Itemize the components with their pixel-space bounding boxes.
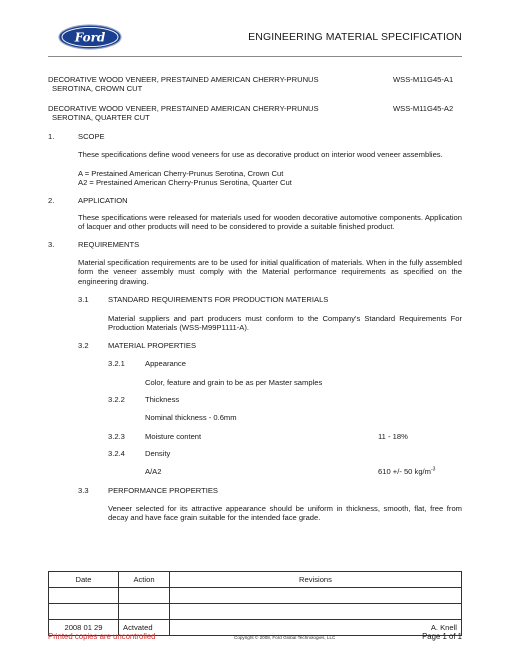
revision-date bbox=[49, 604, 119, 620]
section-number-requirements: 3. bbox=[48, 240, 55, 249]
header-divider bbox=[48, 56, 462, 57]
product-1-line1: DECORATIVE WOOD VENEER, PRESTAINED AMERICAN CHERRY-PRUNUS bbox=[48, 75, 319, 84]
density-value-text: 610 +/- 50 kg/m bbox=[378, 467, 431, 476]
subsection-number-3-1: 3.1 bbox=[78, 295, 89, 304]
revision-text bbox=[170, 620, 462, 636]
density-label: A/A2 bbox=[145, 467, 162, 476]
revision-text bbox=[170, 588, 462, 604]
density-unit-exponent: -3 bbox=[430, 466, 436, 473]
revision-author: A. Knell bbox=[430, 622, 457, 632]
section-heading-requirements: REQUIREMENTS bbox=[78, 240, 140, 249]
scope-definition-a2: A2 = Prestained American Cherry-Prunus Serotina, Quarter Cut bbox=[78, 178, 292, 187]
section-heading-scope: SCOPE bbox=[78, 132, 105, 141]
product-code-2: WSS-M11G45-A2 bbox=[393, 104, 454, 113]
item-number-3-2-2: 3.2.2 bbox=[108, 395, 125, 404]
subsection-number-3-3: 3.3 bbox=[78, 486, 89, 495]
table-row bbox=[49, 588, 462, 604]
subsection-heading-3-3: PERFORMANCE PROPERTIES bbox=[108, 486, 218, 495]
subsection-text-3-1: Material suppliers and part producers must conform to the Company's Standard Requirements For Production Materials (WSS-M99P1111-A). bbox=[108, 314, 462, 333]
page-number: Page 1 of 1 bbox=[422, 632, 462, 641]
section-number-scope: 1. bbox=[48, 132, 55, 141]
appearance-text: Color, feature and grain to be as per Master samples bbox=[145, 378, 323, 387]
revision-action bbox=[119, 604, 170, 620]
revisions-header-action: Action bbox=[119, 572, 170, 588]
requirements-text: Material specification requirements are to be used for initial qualification of materials. When in the fully assembled form the veneer assembly must comply with the Material performance requirements as specified on the engineering drawing. bbox=[78, 258, 462, 286]
product-code-1: WSS-M11G45-A1 bbox=[393, 75, 454, 84]
subsection-heading-3-1: STANDARD REQUIREMENTS FOR PRODUCTION MATERIALS bbox=[108, 295, 329, 304]
ford-logo-text: Ford bbox=[74, 30, 106, 45]
revision-date: 2008 01 29 bbox=[49, 620, 119, 636]
product-2-line2: SEROTINA, QUARTER CUT bbox=[52, 113, 150, 123]
item-number-3-2-4: 3.2.4 bbox=[108, 449, 125, 458]
revisions-header-row bbox=[49, 572, 462, 588]
subsection-heading-3-2: MATERIAL PROPERTIES bbox=[108, 341, 197, 350]
ford-logo bbox=[58, 24, 122, 50]
table-row bbox=[49, 604, 462, 620]
document-title: ENGINEERING MATERIAL SPECIFICATION bbox=[248, 31, 462, 43]
scope-definition-a: A = Prestained American Cherry-Prunus Serotina, Crown Cut bbox=[78, 169, 284, 178]
thickness-text: Nominal thickness - 0.6mm bbox=[145, 413, 237, 422]
item-heading-appearance: Appearance bbox=[145, 359, 186, 368]
product-2-line1: DECORATIVE WOOD VENEER, PRESTAINED AMERICAN CHERRY-PRUNUS bbox=[48, 104, 319, 113]
uncontrolled-copy-notice: Printed copies are uncontrolled bbox=[48, 632, 156, 641]
application-text: These specifications were released for materials used for wooden decorative automotive components. Application of lacquer and other products will need to be considered to provide a suitable finished product. bbox=[78, 213, 462, 232]
copyright-notice: Copyright © 2008, Ford Global Technologies, LLC bbox=[234, 635, 336, 640]
revisions-table bbox=[48, 571, 462, 636]
subsection-text-3-3: Veneer selected for its attractive appearance should be uniform in thickness, smooth, flat, free from decay and have face grain suitable for the intended face grade. bbox=[108, 504, 462, 523]
product-description-1 bbox=[48, 75, 348, 94]
item-heading-moisture: Moisture content bbox=[145, 432, 202, 441]
revisions-header-date: Date bbox=[49, 572, 119, 588]
item-number-3-2-3: 3.2.3 bbox=[108, 432, 125, 441]
revision-action: Actvated bbox=[119, 620, 170, 636]
item-heading-density: Density bbox=[145, 449, 171, 458]
section-number-application: 2. bbox=[48, 196, 55, 205]
subsection-number-3-2: 3.2 bbox=[78, 341, 89, 350]
revision-action bbox=[119, 588, 170, 604]
product-description-2 bbox=[48, 104, 348, 123]
revision-date bbox=[49, 588, 119, 604]
scope-text: These specifications define wood veneers for use as decorative product on interior wood veneer assemblies. bbox=[78, 150, 443, 159]
section-heading-application: APPLICATION bbox=[78, 196, 128, 205]
density-value bbox=[378, 467, 435, 476]
product-1-line2: SEROTINA, CROWN CUT bbox=[52, 84, 143, 94]
item-number-3-2-1: 3.2.1 bbox=[108, 359, 125, 368]
moisture-value: 11 - 18% bbox=[378, 432, 408, 441]
item-heading-thickness: Thickness bbox=[145, 395, 180, 404]
revision-text bbox=[170, 604, 462, 620]
revisions-header-revisions: Revisions bbox=[170, 572, 462, 588]
